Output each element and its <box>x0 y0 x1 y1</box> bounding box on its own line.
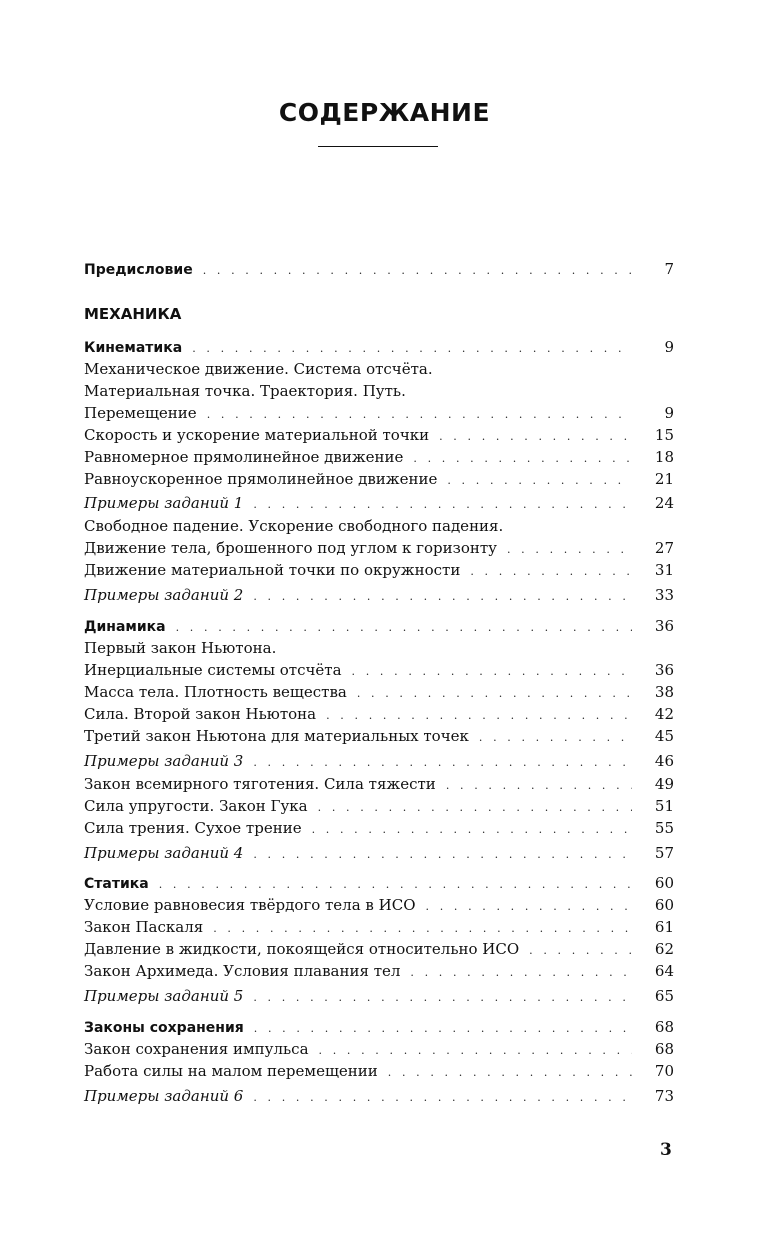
toc-entry-page: 9 <box>664 404 674 422</box>
toc-entry-examples[interactable] <box>84 842 674 864</box>
dot-leader <box>352 661 632 683</box>
toc-entry-label: Закон Архимеда. Условия плавания тел <box>84 962 401 980</box>
toc-entry-label: Равноускоренное прямолинейное движение <box>84 470 438 488</box>
dot-leader <box>213 918 632 940</box>
dot-leader <box>529 940 632 962</box>
dot-leader <box>253 844 632 866</box>
dot-leader <box>388 1062 632 1084</box>
dot-leader <box>439 426 632 448</box>
dot-leader <box>413 448 632 470</box>
toc-entry-label: Материальная точка. Траектория. Путь. <box>84 382 406 400</box>
dot-leader <box>426 896 633 918</box>
toc-entry[interactable] <box>84 938 674 960</box>
toc-entry-page: 62 <box>654 940 674 958</box>
dot-leader <box>207 404 632 426</box>
toc-entry[interactable] <box>84 1038 674 1060</box>
toc-entry-label: Сила упругости. Закон Гука <box>84 797 308 815</box>
toc-entry-page: 68 <box>654 1040 674 1058</box>
toc-entry[interactable] <box>84 725 674 747</box>
toc-entry-examples[interactable] <box>84 985 674 1007</box>
dot-leader <box>253 494 632 516</box>
toc-entry[interactable] <box>84 795 674 817</box>
toc-chapter-conservation-laws[interactable] <box>84 1016 674 1038</box>
toc-entry-label: Предисловие <box>84 262 193 278</box>
toc-entry-page: 21 <box>654 470 674 488</box>
toc-entry-label: Закон сохранения импульса <box>84 1040 309 1058</box>
toc-entry[interactable] <box>84 1060 674 1082</box>
toc-entry-label: Закон Паскаля <box>84 918 204 936</box>
dot-leader <box>447 470 632 492</box>
toc-entry-page: 49 <box>654 775 674 793</box>
toc-entry-label: Примеры заданий 3 <box>84 752 244 770</box>
toc-entry-page: 24 <box>654 494 674 512</box>
toc-entry-label: Примеры заданий 2 <box>84 586 244 604</box>
toc-entry-label: Движение тела, брошенного под углом к горизонту <box>84 539 497 557</box>
toc-chapter-dynamics[interactable] <box>84 615 674 637</box>
toc-entry[interactable] <box>84 446 674 468</box>
toc-entry[interactable] <box>84 515 674 537</box>
toc-entry-page: 36 <box>654 661 674 679</box>
toc-entry-page: 65 <box>654 987 674 1005</box>
toc-entry-page: 61 <box>654 918 674 936</box>
toc-entry[interactable] <box>84 380 674 402</box>
toc-entry[interactable] <box>84 894 674 916</box>
toc-entry-label: Статика <box>84 876 149 892</box>
toc-entry-preface[interactable] <box>84 258 674 280</box>
toc-entry-label: Сила. Второй закон Ньютона <box>84 705 317 723</box>
dot-leader <box>254 1018 632 1040</box>
toc-entry[interactable] <box>84 424 674 446</box>
toc-entry-label: Движение материальной точки по окружности <box>84 561 461 579</box>
dot-leader <box>446 775 632 797</box>
page-number: 3 <box>660 1140 672 1160</box>
dot-leader <box>192 338 632 360</box>
section-heading-mechanics: МЕХАНИКА <box>84 305 182 323</box>
toc-entry-page: 27 <box>654 539 674 557</box>
toc-entry-page: 45 <box>654 727 674 745</box>
toc-entry-label: Скорость и ускорение материальной точки <box>84 426 430 444</box>
toc-entry-page: 73 <box>654 1087 674 1105</box>
toc-entry-page: 9 <box>664 338 674 356</box>
toc-entry-label: Третий закон Ньютона для материальных точек <box>84 727 469 745</box>
toc-entry-page: 57 <box>654 844 674 862</box>
dot-leader <box>507 539 632 561</box>
toc-entry[interactable] <box>84 402 674 424</box>
toc-entry[interactable] <box>84 916 674 938</box>
toc-entry-label: Инерциальные системы отсчёта <box>84 661 342 679</box>
toc-entry-page: 38 <box>654 683 674 701</box>
toc-entry-label: Работа силы на малом перемещении <box>84 1062 378 1080</box>
toc-entry[interactable] <box>84 960 674 982</box>
toc-entry-label: Первый закон Ньютона. <box>84 639 277 657</box>
toc-entry-page: 64 <box>654 962 674 980</box>
toc-entry-page: 46 <box>654 752 674 770</box>
toc-entry-label: Сила трения. Сухое трение <box>84 819 302 837</box>
toc-entry-page: 70 <box>654 1062 674 1080</box>
title-underline <box>318 146 438 147</box>
toc-entry-label: Механическое движение. Система отсчёта. <box>84 360 433 378</box>
toc-entry-page: 18 <box>654 448 674 466</box>
dot-leader <box>326 705 632 727</box>
toc-entry[interactable] <box>84 637 674 659</box>
toc-entry-page: 60 <box>654 874 674 892</box>
dot-leader <box>253 586 632 608</box>
toc-entry[interactable] <box>84 703 674 725</box>
dot-leader <box>479 727 632 749</box>
dot-leader <box>253 987 632 1009</box>
dot-leader <box>357 683 632 705</box>
toc-entry-label: Перемещение <box>84 404 197 422</box>
toc-entry-page: 51 <box>654 797 674 815</box>
toc-entry[interactable] <box>84 681 674 703</box>
toc-entry-label: Законы сохранения <box>84 1020 244 1036</box>
toc-entry[interactable] <box>84 559 674 581</box>
toc-chapter-kinematics[interactable] <box>84 336 674 358</box>
dot-leader <box>159 874 632 896</box>
dot-leader <box>470 561 632 583</box>
dot-leader <box>203 260 632 282</box>
toc-entry-page: 60 <box>654 896 674 914</box>
toc-entry-label: Примеры заданий 4 <box>84 844 244 862</box>
toc-entry-label: Условие равновесия твёрдого тела в ИСО <box>84 896 416 914</box>
toc-entry[interactable] <box>84 537 674 559</box>
dot-leader <box>318 797 632 819</box>
toc-entry-label: Кинематика <box>84 340 183 356</box>
toc-entry-page: 55 <box>654 819 674 837</box>
toc-entry-label: Примеры заданий 1 <box>84 494 244 512</box>
toc-entry-page: 36 <box>654 617 674 635</box>
toc-entry-label: Свободное падение. Ускорение свободного падения. <box>84 517 504 535</box>
toc-chapter-statics[interactable] <box>84 872 674 894</box>
toc-entry-page: 7 <box>664 260 674 278</box>
toc-entry[interactable] <box>84 817 674 839</box>
dot-leader <box>410 962 632 984</box>
toc-entry-label: Масса тела. Плотность вещества <box>84 683 347 701</box>
dot-leader <box>176 617 632 639</box>
toc-entry-examples[interactable] <box>84 492 674 514</box>
toc-entry-page: 33 <box>654 586 674 604</box>
page-title: СОДЕРЖАНИЕ <box>278 98 491 127</box>
toc-entry-label: Примеры заданий 5 <box>84 987 244 1005</box>
toc-entry[interactable] <box>84 773 674 795</box>
toc-entry-label: Давление в жидкости, покоящейся относительно ИСО <box>84 940 520 958</box>
dot-leader <box>319 1040 632 1062</box>
toc-entry-page: 15 <box>654 426 674 444</box>
toc-entry[interactable] <box>84 468 674 490</box>
toc-entry-examples[interactable] <box>84 1085 674 1107</box>
toc-entry-page: 42 <box>654 705 674 723</box>
toc-entry-label: Примеры заданий 6 <box>84 1087 244 1105</box>
toc-entry-label: Динамика <box>84 619 166 635</box>
toc-entry[interactable] <box>84 659 674 681</box>
toc-entry-label: Равномерное прямолинейное движение <box>84 448 404 466</box>
toc-entry-page: 68 <box>654 1018 674 1036</box>
dot-leader <box>312 819 632 841</box>
toc-entry-label: Закон всемирного тяготения. Сила тяжести <box>84 775 436 793</box>
dot-leader <box>253 1087 632 1109</box>
toc-entry-page: 31 <box>654 561 674 579</box>
toc-entry-examples[interactable] <box>84 584 674 606</box>
dot-leader <box>253 752 632 774</box>
toc-entry[interactable] <box>84 358 674 380</box>
toc-entry-examples[interactable] <box>84 750 674 772</box>
